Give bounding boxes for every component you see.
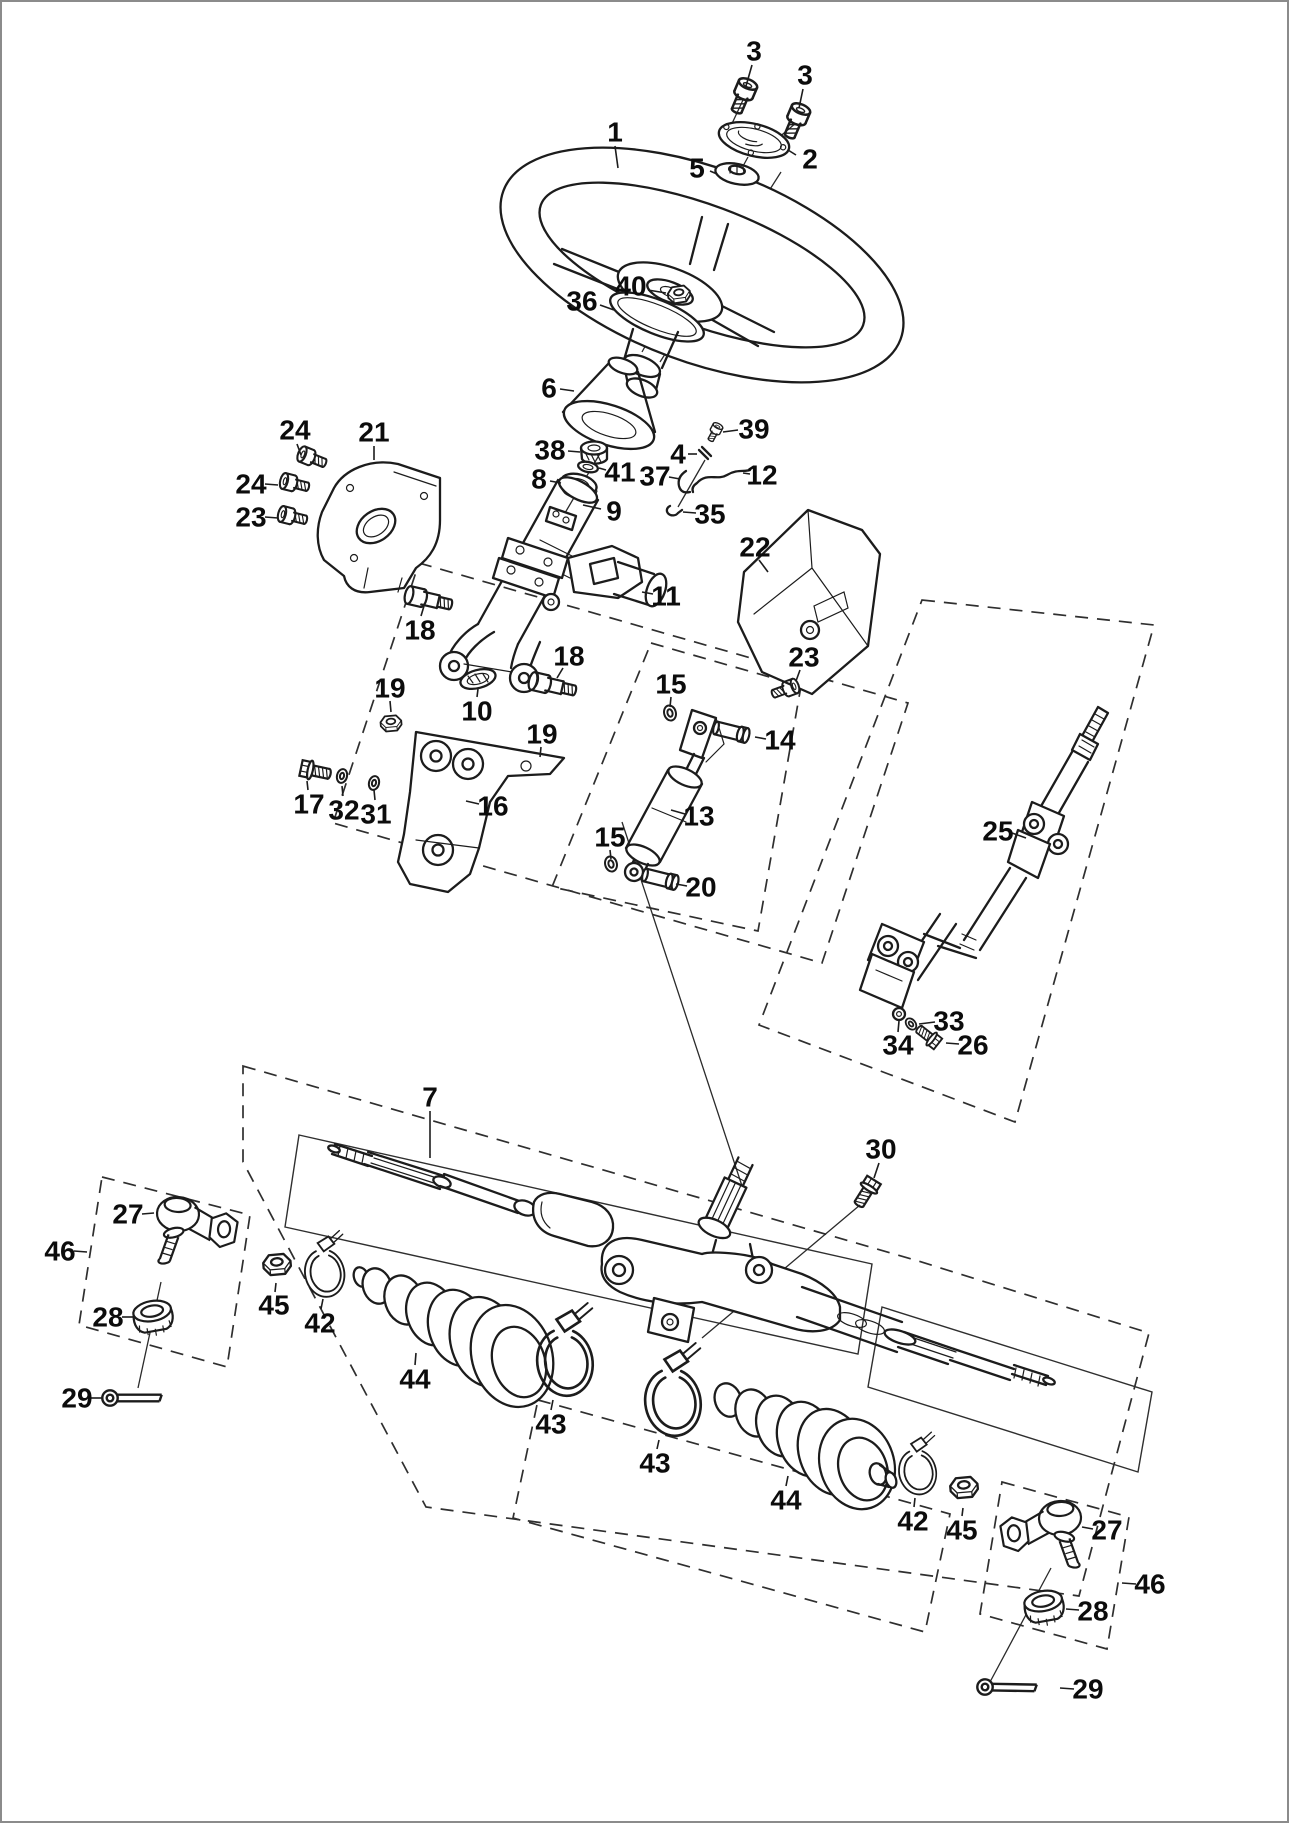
callout-45-55: 45 bbox=[946, 1514, 978, 1546]
callout-40-5: 40 bbox=[615, 270, 647, 302]
rack-boot-left bbox=[351, 1265, 566, 1418]
callout-36-6: 36 bbox=[566, 285, 598, 317]
callout-4-11: 4 bbox=[670, 438, 686, 470]
callout-38-8: 38 bbox=[534, 434, 566, 466]
dust-cap-left bbox=[131, 1298, 176, 1339]
cotter-pin-left bbox=[102, 1390, 161, 1405]
callout-19-30: 19 bbox=[526, 718, 558, 750]
lock-pin bbox=[699, 447, 711, 459]
intermediate-shaft bbox=[860, 707, 1108, 1008]
callout-21-18: 21 bbox=[358, 416, 390, 448]
callout-43-52: 43 bbox=[639, 1447, 671, 1479]
small-screw bbox=[705, 421, 723, 443]
cotter-pin-right bbox=[977, 1679, 1037, 1695]
callout-leader-24-19 bbox=[265, 484, 278, 485]
callout-14-29: 14 bbox=[764, 724, 796, 756]
washer bbox=[335, 768, 348, 784]
rack-boot-right bbox=[710, 1380, 906, 1519]
callout-46-45: 46 bbox=[44, 1235, 76, 1267]
callout-5-4: 5 bbox=[689, 152, 705, 184]
flange-nut bbox=[380, 715, 402, 732]
callout-16-34: 16 bbox=[477, 790, 509, 822]
shroud-upper bbox=[318, 462, 440, 592]
callout-33-39: 33 bbox=[933, 1005, 965, 1037]
callout-leader-37-13 bbox=[669, 477, 680, 479]
callout-28-46: 28 bbox=[92, 1301, 124, 1333]
callout-15-26: 15 bbox=[655, 668, 687, 700]
jam-nut bbox=[263, 1253, 292, 1275]
callout-19-28: 19 bbox=[374, 672, 406, 704]
bracket-bolt bbox=[299, 759, 332, 784]
group-boxes bbox=[79, 563, 1154, 1649]
clevis-pin bbox=[712, 720, 751, 743]
callout-46-57: 46 bbox=[1134, 1568, 1166, 1600]
callout-44-50: 44 bbox=[399, 1363, 431, 1395]
callout-23-24: 23 bbox=[788, 641, 820, 673]
callout-29-49: 29 bbox=[61, 1382, 93, 1414]
callout-25-36: 25 bbox=[982, 815, 1014, 847]
callout-39-12: 39 bbox=[738, 413, 770, 445]
callout-leader-6-7 bbox=[560, 389, 574, 391]
wheel-screw-icon bbox=[727, 76, 759, 116]
callout-1-2: 1 bbox=[607, 116, 623, 148]
boot-clamp bbox=[636, 1342, 714, 1440]
shroud-screw bbox=[770, 678, 801, 702]
clevis-pin bbox=[641, 867, 680, 890]
callout-leader-23-20 bbox=[265, 517, 278, 518]
callout-23-20: 23 bbox=[235, 501, 267, 533]
callout-leader-39-12 bbox=[723, 430, 738, 432]
column-bolt bbox=[527, 671, 578, 699]
callout-24-17: 24 bbox=[279, 414, 311, 446]
tie-rod-end-right bbox=[999, 1500, 1085, 1573]
callout-7-42: 7 bbox=[422, 1081, 438, 1113]
parts-diagram-svg bbox=[2, 2, 1289, 1823]
wheel-screw-icon bbox=[780, 101, 812, 141]
callout-24-19: 24 bbox=[235, 468, 267, 500]
washer bbox=[893, 1008, 905, 1020]
callout-43-51: 43 bbox=[535, 1408, 567, 1440]
dust-cap-right bbox=[1022, 1588, 1067, 1629]
callout-leader-38-8 bbox=[568, 451, 580, 452]
column-damper bbox=[623, 710, 724, 881]
callout-41-9: 41 bbox=[604, 456, 636, 488]
callout-31-33: 31 bbox=[360, 798, 392, 830]
callout-42-54: 42 bbox=[897, 1505, 929, 1537]
callout-8-10: 8 bbox=[531, 463, 547, 495]
callout-11-22: 11 bbox=[651, 580, 681, 612]
callout-20-38: 20 bbox=[685, 871, 717, 903]
callout-18-23: 18 bbox=[404, 614, 436, 646]
callout-leader-2-3 bbox=[788, 150, 796, 155]
callout-27-56: 27 bbox=[1091, 1514, 1123, 1546]
callout-15-37: 15 bbox=[594, 821, 626, 853]
callout-12-14: 12 bbox=[746, 459, 778, 491]
inner-tie-rod-right-box bbox=[868, 1307, 1152, 1472]
column-bolt bbox=[403, 585, 454, 613]
callout-10-27: 10 bbox=[461, 695, 493, 727]
callout-3-1: 3 bbox=[797, 59, 813, 91]
grooved-bushing bbox=[581, 442, 607, 464]
shroud-screw bbox=[276, 505, 308, 528]
steering-wheel bbox=[469, 100, 934, 430]
callout-22-21: 22 bbox=[739, 531, 771, 563]
callout-44-53: 44 bbox=[770, 1484, 802, 1516]
callout-6-7: 6 bbox=[541, 372, 557, 404]
callout-27-44: 27 bbox=[112, 1198, 144, 1230]
callout-35-16: 35 bbox=[694, 498, 726, 530]
washer bbox=[367, 775, 380, 791]
callout-9-15: 9 bbox=[606, 495, 622, 527]
callout-29-59: 29 bbox=[1072, 1673, 1104, 1705]
callout-42-48: 42 bbox=[304, 1307, 336, 1339]
callout-37-13: 37 bbox=[639, 460, 671, 492]
callout-17-31: 17 bbox=[293, 788, 325, 820]
rack-mount-bolt bbox=[850, 1175, 882, 1211]
jam-nut bbox=[950, 1476, 979, 1498]
callout-32-32: 32 bbox=[328, 794, 360, 826]
callout-leader-46-45 bbox=[74, 1251, 87, 1252]
callout-leader-9-15 bbox=[583, 505, 601, 509]
callout-2-3: 2 bbox=[802, 143, 818, 175]
retaining-clip bbox=[667, 506, 682, 515]
callout-leader-30-43 bbox=[874, 1163, 879, 1178]
boot-clamp bbox=[892, 1432, 946, 1498]
callout-34-40: 34 bbox=[882, 1029, 914, 1061]
callout-28-58: 28 bbox=[1077, 1595, 1109, 1627]
shroud-screw bbox=[295, 445, 328, 471]
callout-3-0: 3 bbox=[746, 35, 762, 67]
horn-plate bbox=[715, 115, 793, 164]
callout-13-35: 13 bbox=[683, 800, 715, 832]
shroud-screw bbox=[278, 472, 310, 495]
tie-rod-end-left bbox=[154, 1196, 240, 1269]
wire-link bbox=[693, 470, 751, 492]
callout-30-43: 30 bbox=[865, 1133, 897, 1165]
callout-18-25: 18 bbox=[553, 640, 585, 672]
callout-26-41: 26 bbox=[957, 1029, 989, 1061]
callout-45-47: 45 bbox=[258, 1289, 290, 1321]
rack-group-box bbox=[243, 1066, 1149, 1596]
boot-right-group-box bbox=[513, 1400, 950, 1632]
callout-leader-27-44 bbox=[142, 1213, 154, 1214]
